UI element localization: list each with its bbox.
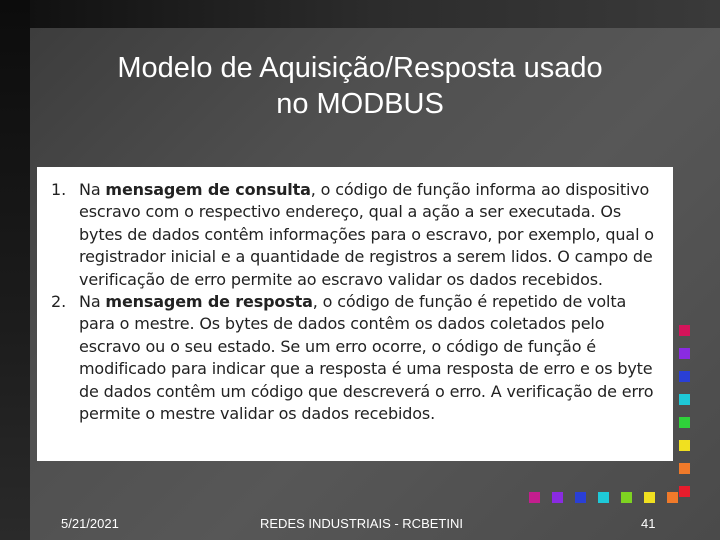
- decor-square: [679, 348, 690, 359]
- slide-top-edge: [30, 0, 720, 28]
- item-bold-term: mensagem de resposta: [105, 292, 313, 312]
- decor-square: [679, 440, 690, 451]
- item-body: , o código de função informa ao dispositivo escravo com o respectivo endereço, qual a ação a ser executada. Os bytes de dados contêm informações para o escravo, por exemplo, qual o registrador inicial e a quantidade de registros a serem lidos. O campo de verificação de erro permite ao escravo validar os dados recebidos.: [79, 180, 654, 289]
- item-text: [79, 179, 659, 291]
- title-line-1: Modelo de Aquisição/Resposta usado: [117, 52, 603, 84]
- item-prefix: Na: [79, 180, 106, 199]
- decor-square: [679, 325, 690, 336]
- decor-square: [679, 371, 690, 382]
- decor-square: [667, 492, 678, 503]
- decor-square: [679, 417, 690, 428]
- item-body: , o código de função é repetido de volta para o mestre. Os bytes de dados contêm os dados coletados pelo escravo ou o seu estado. Se um erro ocorre, o código de função é modificado para indicar que a resposta é uma resposta de erro e os byte de dados contêm um código que descreverá o erro. A verificação de erro permite o mestre validar os dados recebidos.: [79, 292, 654, 424]
- decor-square: [679, 463, 690, 474]
- decor-square: [644, 492, 655, 503]
- item-bold-term: mensagem de consulta: [105, 180, 311, 199]
- title-line-2: no MODBUS: [276, 88, 444, 120]
- decor-square: [598, 492, 609, 503]
- slide-title: [40, 50, 680, 122]
- footer-page-number: 41: [641, 516, 656, 531]
- item-text: [79, 291, 659, 425]
- decor-squares-vertical: [679, 325, 691, 509]
- decor-squares-horizontal: [529, 492, 690, 503]
- footer-center-text: REDES INDUSTRIAIS - RCBETINI: [260, 516, 463, 531]
- decor-square: [552, 492, 563, 503]
- content-box: [37, 167, 673, 461]
- footer-date: 5/21/2021: [61, 516, 119, 531]
- decor-square: [679, 394, 690, 405]
- item-number: 2.: [51, 292, 67, 312]
- decor-square: [575, 492, 586, 503]
- list-item-resposta: [51, 291, 659, 425]
- slide-left-edge: [0, 0, 30, 540]
- item-prefix: Na: [79, 292, 106, 312]
- list-item-consulta: [51, 179, 659, 291]
- item-number: 1.: [51, 180, 67, 199]
- decor-square: [529, 492, 540, 503]
- decor-square: [621, 492, 632, 503]
